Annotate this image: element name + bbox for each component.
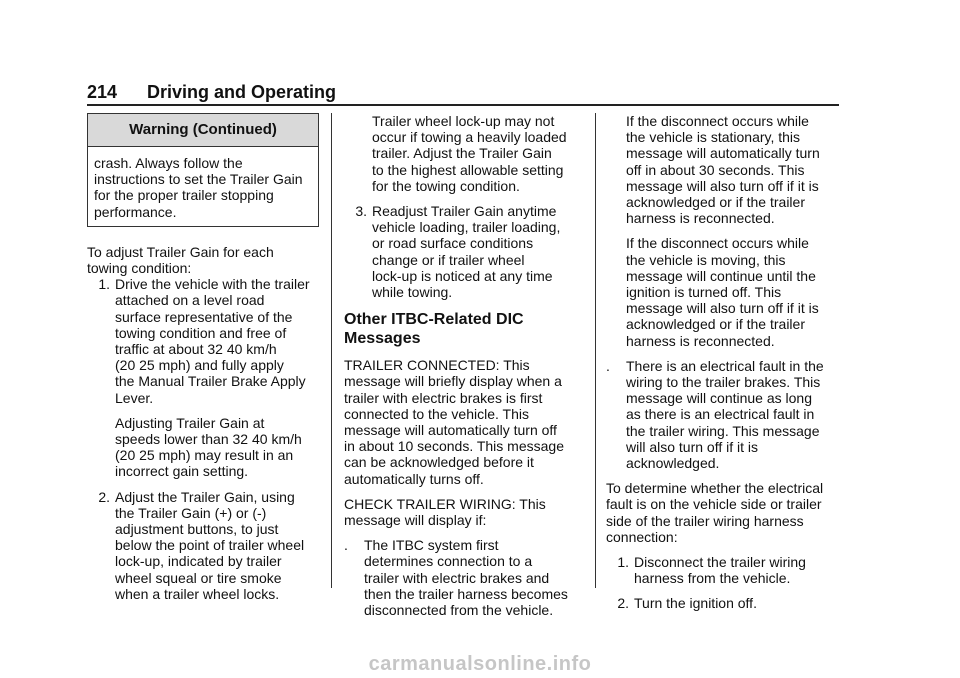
- list-item-step-1: [87, 276, 322, 406]
- text-line: as there is an electrical fault in: [626, 406, 815, 423]
- text-line: the trailer wiring. This message: [626, 422, 820, 439]
- subheading-line: Other ITBC-Related DIC: [344, 311, 524, 329]
- page-number: 214: [87, 82, 118, 102]
- list-marker: 1.: [98, 276, 110, 293]
- text-line: ignition is turned off. This: [626, 284, 782, 301]
- text-line: will also turn off if it is: [626, 438, 759, 455]
- column-3: [606, 113, 842, 612]
- list-item-step-2: [87, 489, 322, 602]
- subheading: [344, 310, 584, 348]
- text-line: traffic at about 32 40 km/h: [115, 341, 277, 358]
- text-line: for the towing condition.: [372, 177, 520, 194]
- text-line: Disconnect the trailer wiring: [634, 554, 806, 571]
- text-line: to the highest allowable setting: [372, 161, 564, 178]
- text-line: Adjust the Trailer Gain, using: [115, 488, 295, 505]
- text-line: disconnected from the vehicle.: [364, 602, 554, 619]
- text-line: can be acknowledged before it: [344, 454, 534, 471]
- text-line: To determine whether the electrical: [606, 480, 824, 497]
- text-line: or road surface conditions: [372, 235, 534, 252]
- text-line: There is an electrical fault in the: [626, 357, 824, 374]
- text-line: (20 25 mph) may result in an: [115, 447, 294, 464]
- list-marker: 1.: [617, 554, 629, 571]
- text-line: harness is reconnected.: [626, 210, 775, 227]
- text-line: message will display if:: [344, 512, 487, 529]
- column-divider: [595, 113, 596, 588]
- text-line: Drive the vehicle with the trailer: [115, 276, 310, 293]
- text-line: for the proper trailer stopping: [94, 187, 274, 204]
- text-line: message will continue until the: [626, 267, 816, 284]
- warning-box: [87, 113, 319, 227]
- text-line: trailer with electric brakes and: [364, 569, 550, 586]
- text-line: Turn the ignition off.: [634, 595, 757, 612]
- text-line: surface representative of the: [115, 308, 293, 325]
- text-line: towing condition:: [87, 260, 192, 277]
- text-line: change or if trailer wheel: [372, 251, 525, 268]
- text-line: Readjust Trailer Gain anytime: [372, 203, 557, 220]
- paragraph-trailer-connected: [344, 357, 584, 487]
- paragraph-determine: [606, 480, 842, 545]
- text-line: the vehicle is stationary, this: [626, 129, 801, 146]
- text-line: speeds lower than 32 40 km/h: [115, 431, 302, 448]
- text-line: when a trailer wheel locks.: [115, 585, 280, 602]
- text-line: connected to the vehicle. This: [344, 405, 529, 422]
- text-line: wheel squeal or tire smoke: [115, 569, 282, 586]
- text-line: To adjust Trailer Gain for each: [87, 243, 274, 260]
- text-line: side of the trailer wiring harness: [606, 512, 804, 529]
- text-line: incorrect gain setting.: [115, 463, 249, 480]
- text-line: acknowledged.: [626, 455, 720, 472]
- subheading-line: Messages: [344, 330, 421, 348]
- list-item-step-1: [606, 554, 842, 586]
- text-line: If the disconnect occurs while: [626, 113, 809, 129]
- list-marker: 3.: [355, 203, 367, 220]
- text-line: automatically turns off.: [344, 470, 484, 487]
- text-line: off in about 30 seconds. This: [626, 161, 805, 178]
- text-line: then the trailer harness becomes: [364, 585, 568, 602]
- text-line: CHECK TRAILER WIRING: This: [344, 495, 546, 512]
- text-line: occur if towing a heavily loaded: [372, 129, 567, 146]
- text-line: towing condition and free of: [115, 324, 287, 341]
- text-line: TRAILER CONNECTED: This: [344, 357, 530, 374]
- text-line: (20 25 mph) and fully apply: [115, 357, 284, 374]
- bullet-marker: .: [344, 537, 348, 554]
- text-line: performance.: [94, 203, 177, 220]
- paragraph-moving: [606, 235, 842, 348]
- text-line: determines connection to a: [364, 553, 533, 570]
- text-line: message will also turn off if it is: [626, 300, 819, 317]
- text-line: instructions to set the Trailer Gain: [94, 171, 303, 188]
- text-line: acknowledged or if the trailer: [626, 194, 805, 211]
- text-line: fault is on the vehicle side or trailer: [606, 496, 822, 513]
- watermark: carmanualsonline.info: [368, 653, 592, 675]
- text-line: connection:: [606, 528, 678, 545]
- warning-title: Warning (Continued): [88, 114, 318, 147]
- text-line: wiring to the trailer brakes. This: [626, 374, 821, 391]
- paragraph-intro: [87, 244, 322, 276]
- text-line: lock-up, indicated by trailer: [115, 553, 282, 570]
- text-line: message will automatically turn: [626, 145, 820, 162]
- warning-body: [88, 147, 318, 226]
- text-line: below the point of trailer wheel: [115, 537, 305, 554]
- bullet-item: [606, 358, 842, 471]
- text-line: in about 10 seconds. This message: [344, 438, 564, 455]
- text-line: If the disconnect occurs while: [626, 235, 809, 252]
- section-title: Driving and Operating: [147, 82, 337, 102]
- bullet-marker: .: [606, 357, 610, 374]
- paragraph-check-wiring: [344, 496, 584, 528]
- list-item-step-3: [344, 203, 584, 300]
- text-line: lock-up is noticed at any time: [372, 267, 553, 284]
- text-line: Lever.: [115, 389, 154, 406]
- text-line: attached on a level road: [115, 292, 265, 309]
- text-line: Adjusting Trailer Gain at: [115, 414, 265, 431]
- text-line: the vehicle is moving, this: [626, 251, 786, 268]
- text-line: trailer. Adjust the Trailer Gain: [372, 145, 552, 162]
- text-line: harness from the vehicle.: [634, 570, 791, 587]
- column-1: [87, 113, 322, 602]
- text-line: acknowledged or if the trailer: [626, 316, 805, 333]
- column-divider: [331, 113, 332, 588]
- text-line: message will also turn off if it is: [626, 177, 819, 194]
- bullet-item: [344, 537, 584, 618]
- text-line: Trailer wheel lock-up may not: [372, 113, 555, 129]
- list-marker: 2.: [98, 488, 110, 505]
- step-1-note: [87, 415, 322, 480]
- text-line: The ITBC system first: [364, 537, 499, 554]
- paragraph-stationary: [606, 113, 842, 226]
- text-line: adjustment buttons, to just: [115, 521, 279, 538]
- text-line: trailer with electric brakes is first: [344, 389, 543, 406]
- text-line: the Manual Trailer Brake Apply: [115, 373, 306, 390]
- page-header: [87, 82, 839, 106]
- text-line: vehicle loading, trailer loading,: [372, 219, 561, 236]
- list-item-step-2: [606, 595, 842, 611]
- step-2-continued: [344, 113, 584, 194]
- text-line: the Trailer Gain (+) or (-): [115, 504, 267, 521]
- text-line: while towing.: [372, 284, 453, 301]
- text-line: message will continue as long: [626, 390, 812, 407]
- text-line: message will automatically turn off: [344, 422, 557, 439]
- text-line: message will briefly display when a: [344, 373, 562, 390]
- text-line: crash. Always follow the: [94, 155, 243, 171]
- column-2: [344, 113, 584, 618]
- list-marker: 2.: [617, 595, 629, 612]
- text-line: harness is reconnected.: [626, 332, 775, 349]
